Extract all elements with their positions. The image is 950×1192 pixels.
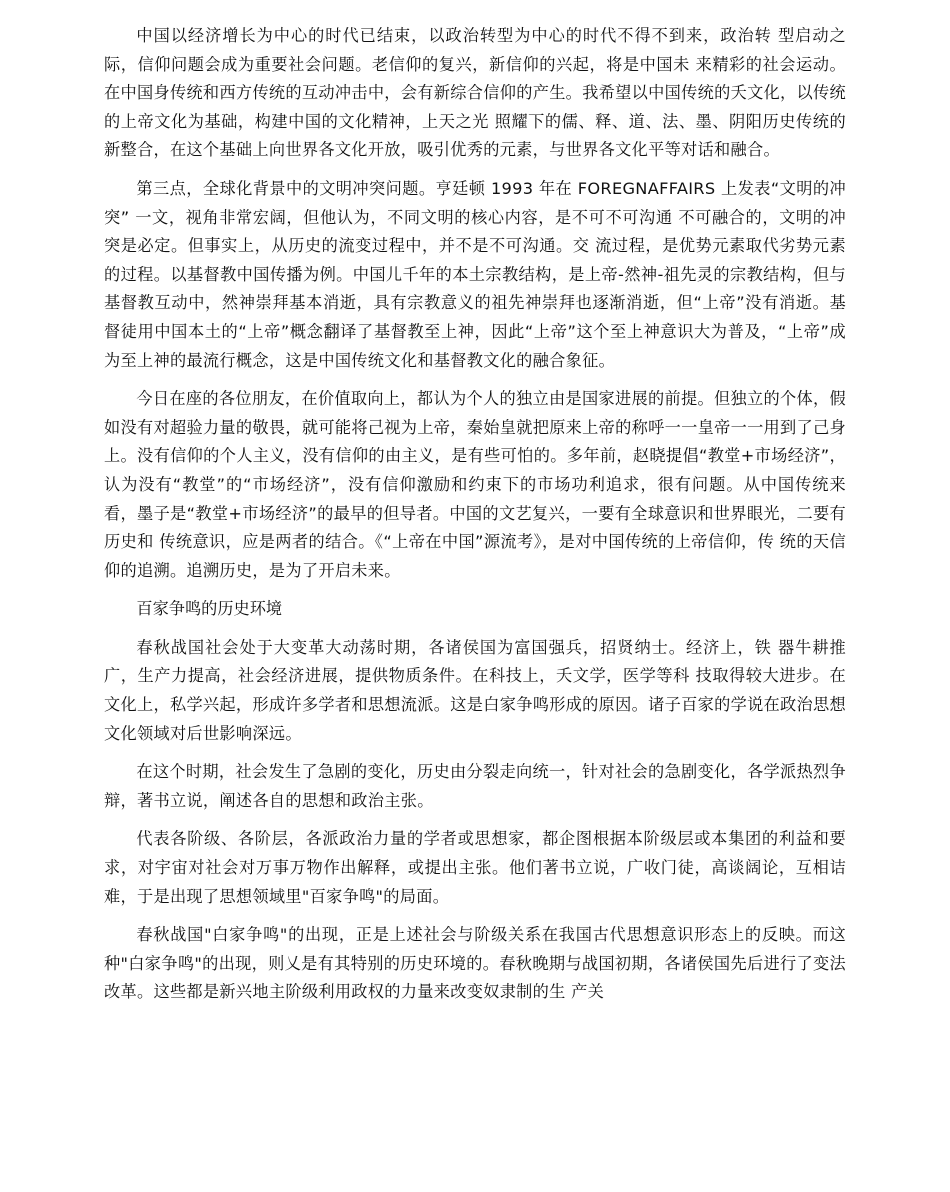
document-page — [104, 22, 846, 1017]
paragraph: 代表各阶级、各阶层，各派政治力量的学者或思想家，都企图根据本阶级层或本集团的利益和要求，对宇宙对社会对万事万物作出解释，或提出主张。他们著书立说，广收门徒，高谈阔论，互相诘难，于是出现了思想领域里"百家争鸣"的局面。 — [104, 829, 846, 906]
paragraph: 在这个时期，社会发生了急剧的变化，历史由分裂走向统一，针对社会的急剧变化，各学派热烈争辩，著书立说，阐述各自的思想和政治主张。 — [104, 762, 846, 810]
paragraph: 春秋战国社会处于大变革大动荡时期，各诸侯国为富国强兵，招贤纳士。经济上，铁 器牛耕推广，生产力提高，社会经济进展，提供物质条件。在科技上，夭文学，医学等科 技取得较大进步。在文化上，私学兴起，形成许多学者和思想流派。这是白家争鸣形成的原因。诸子百家的学说在政治思想文化领域对后世影响深远。 — [104, 637, 846, 743]
paragraph: 第三点，全球化背景中的文明冲突问题。亨廷顿 1993 年在 FOREGNAFFAIRS 上发表“文明的冲突” 一文，视角非常宏阔，但他认为，不同文明的核心内容，是不可不可沟通 不可融合的，文明的冲突是必定。但事实上，从历史的流变过程中，并不是不可沟通。交 流过程，是优势元素取代劣势元素的过程。以基督教中国传播为例。中国儿千年的本土宗教结构，是上帝-然神-祖先灵的宗教结构，但与基督教互动中，然神崇拜基本消逝，具有宗教意义的祖先神崇拜也逐渐消逝，但“上帝”没有消逝。基督徒用中国本土的“上帝”概念翻译了基督教至上神，因此“上帝”这个至上神意识大为普及，“上帝”成为至上神的最流行概念，这是中国传统文化和基督教文化的融合象征。 — [104, 178, 846, 370]
paragraph: 中国以经济增长为中心的时代已结束，以政治转型为中心的时代不得不到来，政治转 型启动之际，信仰问题会成为重要社会问题。老信仰的复兴，新信仰的兴起，将是中国未 来精彩的社会运动。在中国身传统和西方传统的互动冲击中，会有新综合信仰的产生。我希望以中国传统的夭文化，以传统的上帝文化为基础，构建中国的文化精神，上天之光 照耀下的儒、释、道、法、墨、阴阳历史传统的新整合，在这个基础上向世界各文化开放，吸引优秀的元素，与世界各文化平等对话和融合。 — [104, 26, 846, 160]
section-heading: 百家争鸣的历史环境 — [136, 599, 283, 619]
paragraph: 今日在座的各位朋友，在价值取向上，都认为个人的独立由是国家进展的前提。但独立的个体，假如没有对超验力量的敬畏，就可能将己视为上帝，秦始皇就把原来上帝的称呼一一皇帝一一用到了己身上。没有信仰的个人主义，没有信仰的由主义，是有些可怕的。多年前，赵晓提倡“教堂+市场经济”，认为没有“教堂”的“市场经济”，没有信仰激励和约束下的市场功利追求，很有问题。从中国传统来看，墨子是“教堂+市场经济”的最早的但导者。中国的文艺复兴，一要有全球意识和世界眼光，二要有历史和 传统意识，应是两者的结合。《“上帝在中国”源流考》，是对中国传统的上帝信仰，传 统的天信仰的追溯。追溯历史，是为了开启未来。 — [104, 389, 846, 580]
paragraph: 春秋战国"白家争鸣"的出现，正是上述社会与阶级关系在我国古代思想意识形态上的反映。而这种"白家争鸣"的出现，则乂是有其特别的历史环境的。春秋晚期与战国初期，各诸侯国先后进行了变法改革。这些都是新兴地主阶级利用政权的力量来改变奴隶制的生 产关 — [104, 925, 846, 1002]
